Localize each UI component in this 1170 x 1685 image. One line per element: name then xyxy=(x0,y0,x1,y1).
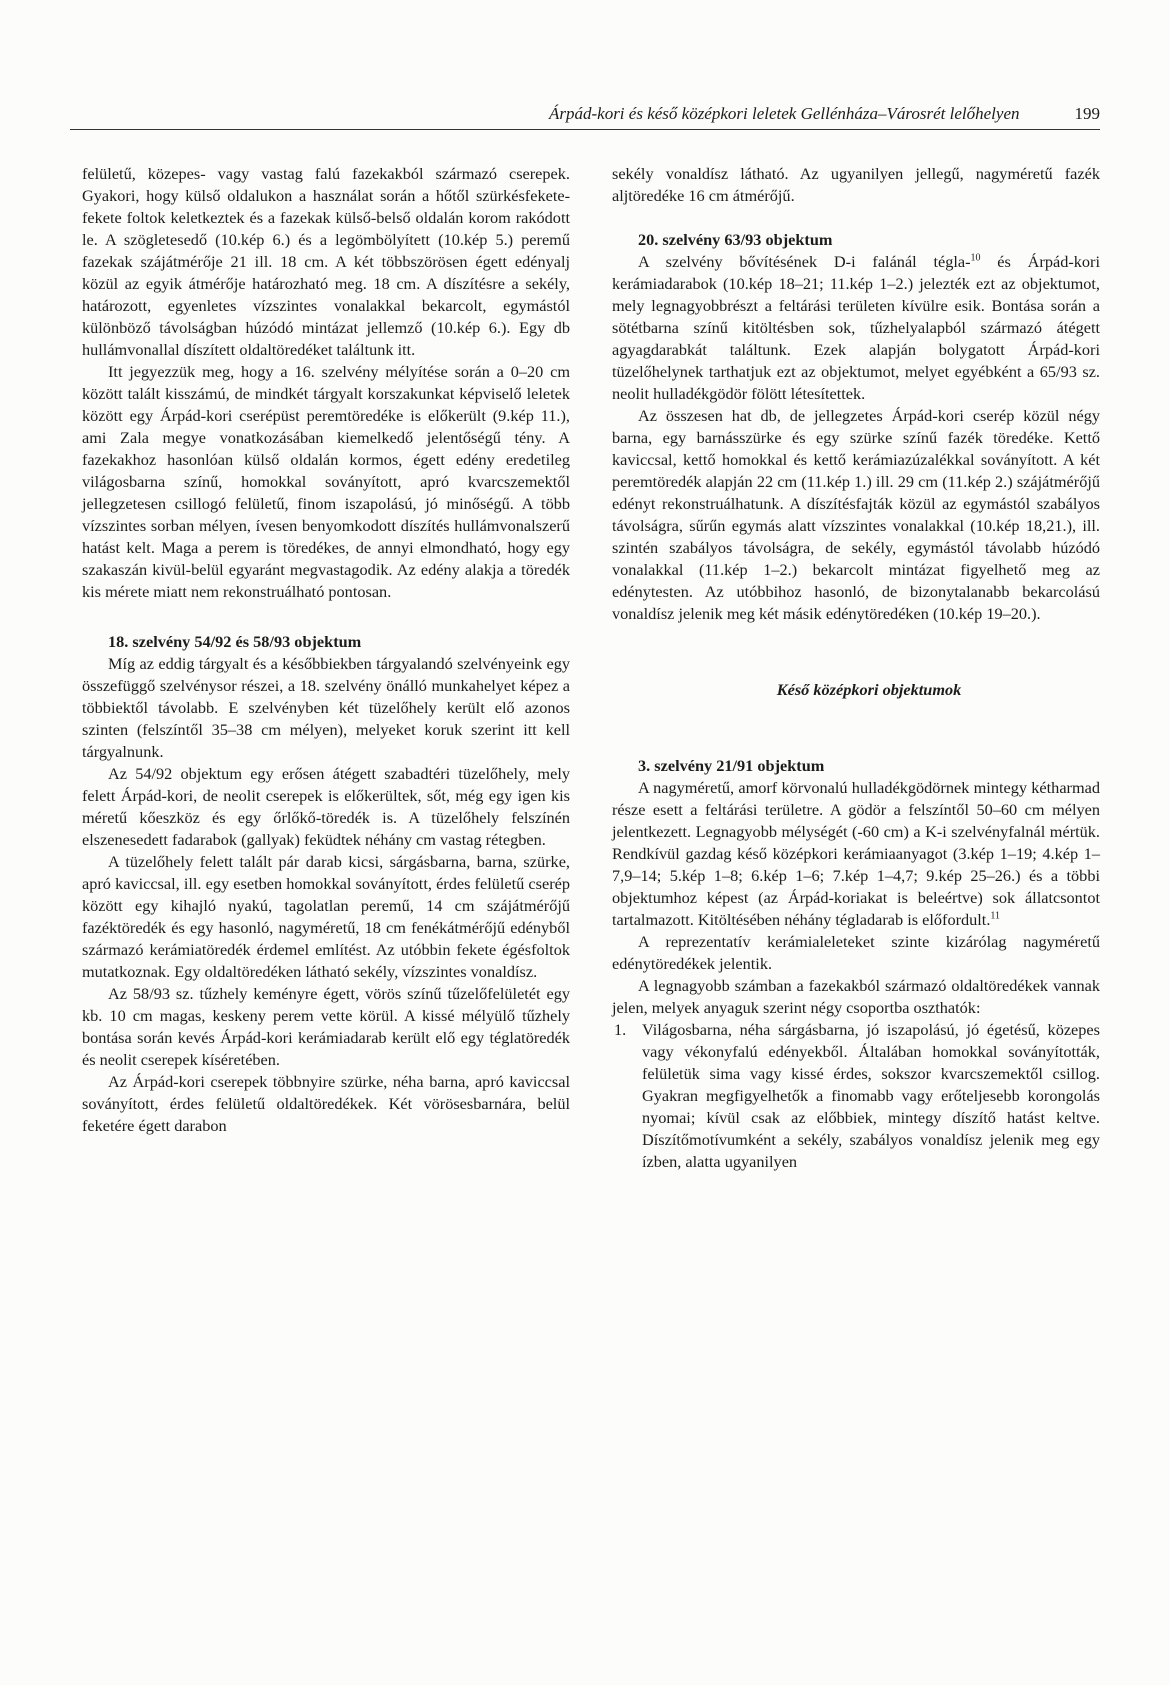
footnote-ref: 10 xyxy=(970,252,981,264)
paragraph: A reprezentatív kerámialeleteket szinte kizárólag nagyméretű edénytöredékek jelentik. xyxy=(612,932,1100,973)
paragraph: Az 58/93 sz. tűzhely keményre égett, vörös színű tűzelőfelületét egy kb. 10 cm magas, keskeny perem vette körül. A kissé mélyülő tűzhely bontása során kevés Árpád-kori kerámiadarab került elő egy téglatöredék és neolit cserepek kíséretében. xyxy=(82,984,570,1069)
section-heading: Késő középkori objektumok xyxy=(776,680,962,699)
list-marker: 1. xyxy=(614,1020,627,1039)
paragraph: A nagyméretű, amorf körvonalú hulladékgödörnek mintegy kétharmad része esett a feltárási területre. A gödör a felszíntől 50–60 cm mélyen jelentkezett. Legnagyobb mélységét (-60 cm) a K-i szelvényfalnál mértük. Rendkívül gazdag késő középkori kerámiaanyagot (3.kép 1–19; 4.kép 1–7,9–14; 5.kép 1–8; 6.kép 1–6; 7.kép 1–4,7; 9.kép 25–26.) és a többi objektumhoz képest (az Árpád-koriakat is beleértve) sok állatcsontot tartalmazott. Kitöltésében néhány tégladarab is előfordult.$^{11}$ xyxy=(612,778,1100,929)
list-item-text: Világosbarna, néha sárgásbarna, jó iszapolású, jó égetésű, közepes vagy vékonyfalú edényekből. Általában homokkal soványították, felületük sima vagy kissé érdes, sokszor kvarcszemektől csillog. Gyakran megfigyelhetők a finomabb vagy erőteljesebb korongolás nyomai; kívül csak az előbbiek, mintegy díszítő hatást keltve. Díszítőmotívumként a sekély, szabályos vonaldísz jelenik meg egy ízben, alatta ugyanilyen xyxy=(642,1020,1100,1171)
paragraph: Az 54/92 objektum egy erősen átégett szabadtéri tüzelőhely, mely felett Árpád-kori, de neolit cserepek is előkerültek, sőt, még egy igen kis méretű kőeszköz és egy őrlőkő-töredék is. A tüzelőhely felszínén elszenesedett fadarabok (gallyak) feküdtek néhány cm vastag rétegben. xyxy=(82,764,570,849)
paragraph: sekély vonaldísz látható. Az ugyanilyen jellegű, nagyméretű fazék aljtöredéke 16 cm átmérőjű. xyxy=(612,164,1100,205)
paragraph: Az Árpád-kori cserepek többnyire szürke, néha barna, apró kaviccsal soványított, érdes felületű oldaltöredékek. Két vörösesbarnára, belül feketére égett darabon xyxy=(82,1072,570,1135)
right-column xyxy=(612,163,1100,1173)
footnote-ref: 11 xyxy=(990,910,1001,922)
running-title: Árpád-kori és késő középkori leletek Gellénháza–Városrét lelőhelyen xyxy=(548,104,1020,123)
subsection-heading-20: 20. szelvény 63/93 objektum xyxy=(638,230,833,249)
numbered-list xyxy=(612,1019,1100,1173)
paragraph: Itt jegyezzük meg, hogy a 16. szelvény mélyítése során a 0–20 cm között talált kisszámú, de mindkét tárgyalt korszakunkat képviselő leletek között egy Árpád-kori cserépüst peremtöredéke is előkerült (9.kép 11.), ami Zala megye vonatkozásában kiemelkedő jelentőségű tény. A fazekakhoz hasonlóan külső oldalán kormos, égett edény eredetileg világosbarna színű, homokkal soványított, apró kvarcszemektől jellegzetesen csillogó felületű, finom iszapolású, jó minőségű. A több vízszintes sorban mélyen, ívesen benyomkodott díszítés hullámvonalszerű hatást kelt. Maga a perem is töredékes, de annyi elmondható, hogy egy szakaszán kivül-belül egyaránt megvastagodik. Az edény alakja a töredék kis mérete miatt nem rekonstruálható pontosan. xyxy=(82,362,570,601)
left-column xyxy=(82,163,570,1137)
paragraph: felületű, közepes- vagy vastag falú fazekakból származó cserepek. Gyakori, hogy külső oldalukon a használat során a hőtől szürkésfekete-fekete foltok keletkeztek és a fazekak külső-belső oldalán korom rakódott le. A szögletesedő (10.kép 6.) és a legömbölyített (10.kép 5.) peremű fazekak szájátmérője 21 ill. 18 cm. A két többszörösen égett edényalj közül az egyik átmérője határozható meg. 18 cm. A díszítésre a sekély, határozott, egyenletes vízszintes vonalakkal bekarcolt, egymástól különböző távolságban húzódó mintázat jellemző (10.kép 6.). Egy db hullámvonallal díszített oldaltöredéket találtunk itt. xyxy=(82,164,570,359)
paragraph: Az összesen hat db, de jellegzetes Árpád-kori cserép közül négy barna, egy barnásszürke és egy szürke színű fazék töredéke. Kettő kaviccsal, kettő homokkal és kettő kerámiazúzalékkal soványított. A két peremtöredék alapján 22 cm (11.kép 1.) ill. 29 cm (11.kép 2.) szájátmérőjű edényt rekonstruálhatunk. A díszítésfajták közül az egymástól szabályos távolságra, sűrűn egymás alatt vízszintes vonalakkal (10.kép 18,21.), ill. szintén szabályos távolságra, de sekély, egymástól távolabb húzódó vonalakkal (11.kép 1–2.) bekarcolt mintázat figyelhető meg az edénytesten. Az utóbbihoz hasonló, de bizonytalanabb bekarcolású vonaldísz jelenik meg két másik edénytöredéken (10.kép 19–20.). xyxy=(612,406,1100,623)
subsection-heading-3: 3. szelvény 21/91 objektum xyxy=(638,756,825,775)
subsection-heading-18: 18. szelvény 54/92 és 58/93 objektum xyxy=(108,632,362,651)
paragraph: Míg az eddig tárgyalt és a későbbiekben tárgyalandó szelvényeink egy összefüggő szelvénysor részei, a 18. szelvény önálló munkahelyet képez a többiektől távolabb. E szelvényben két tüzelőhely került elő azonos szinten (felszíntől 35–38 cm mélyen), melyeket koruk szerint itt kell tárgyalnunk. xyxy=(82,654,570,761)
list-item xyxy=(612,1019,1100,1173)
paragraph: A legnagyobb számban a fazekakból származó oldaltöredékek vannak jelen, melyek anyaguk szerint négy csoportba oszthatók: xyxy=(612,976,1100,1017)
paragraph: A tüzelőhely felett talált pár darab kicsi, sárgásbarna, barna, szürke, apró kaviccsal, ill. egy esetben homokkal soványított, érdes felületű cserép között egy kihajló nyakú, tagolatlan peremű, 14 cm szájátmérőjű fazéktöredék és egy hasonló, nagyméretű, 18 cm fenékátmérőjű edényből származó kerámiatöredék érdemel említést. Az utóbbin fekete égésfoltok mutatkoznak. Egy oldaltöredéken látható sekély, vízszintes vonaldísz. xyxy=(82,852,570,981)
paragraph: A szelvény bővítésének D-i falánál tégla-$^{10}$ és Árpád-kori kerámiadarabok (10.kép 18–21; 11.kép 1–2.) jelezték ezt az objektumot, mely legnagyobbrészt a feltárási területen kívülre esik. Bontása során a sötétbarna színű kitöltésben sok, tűzhelyalapból származó átégett agyagdarabkát találtunk. Ezek alapján bolygatott Árpád-kori tüzelőhelynek tarthatjuk ezt az objektumot, melyet egyébként a 65/93 sz. neolit hulladékgödör fölött létesítettek. xyxy=(612,252,1100,403)
running-header xyxy=(70,104,1100,130)
page-number: 199 xyxy=(1074,104,1100,123)
